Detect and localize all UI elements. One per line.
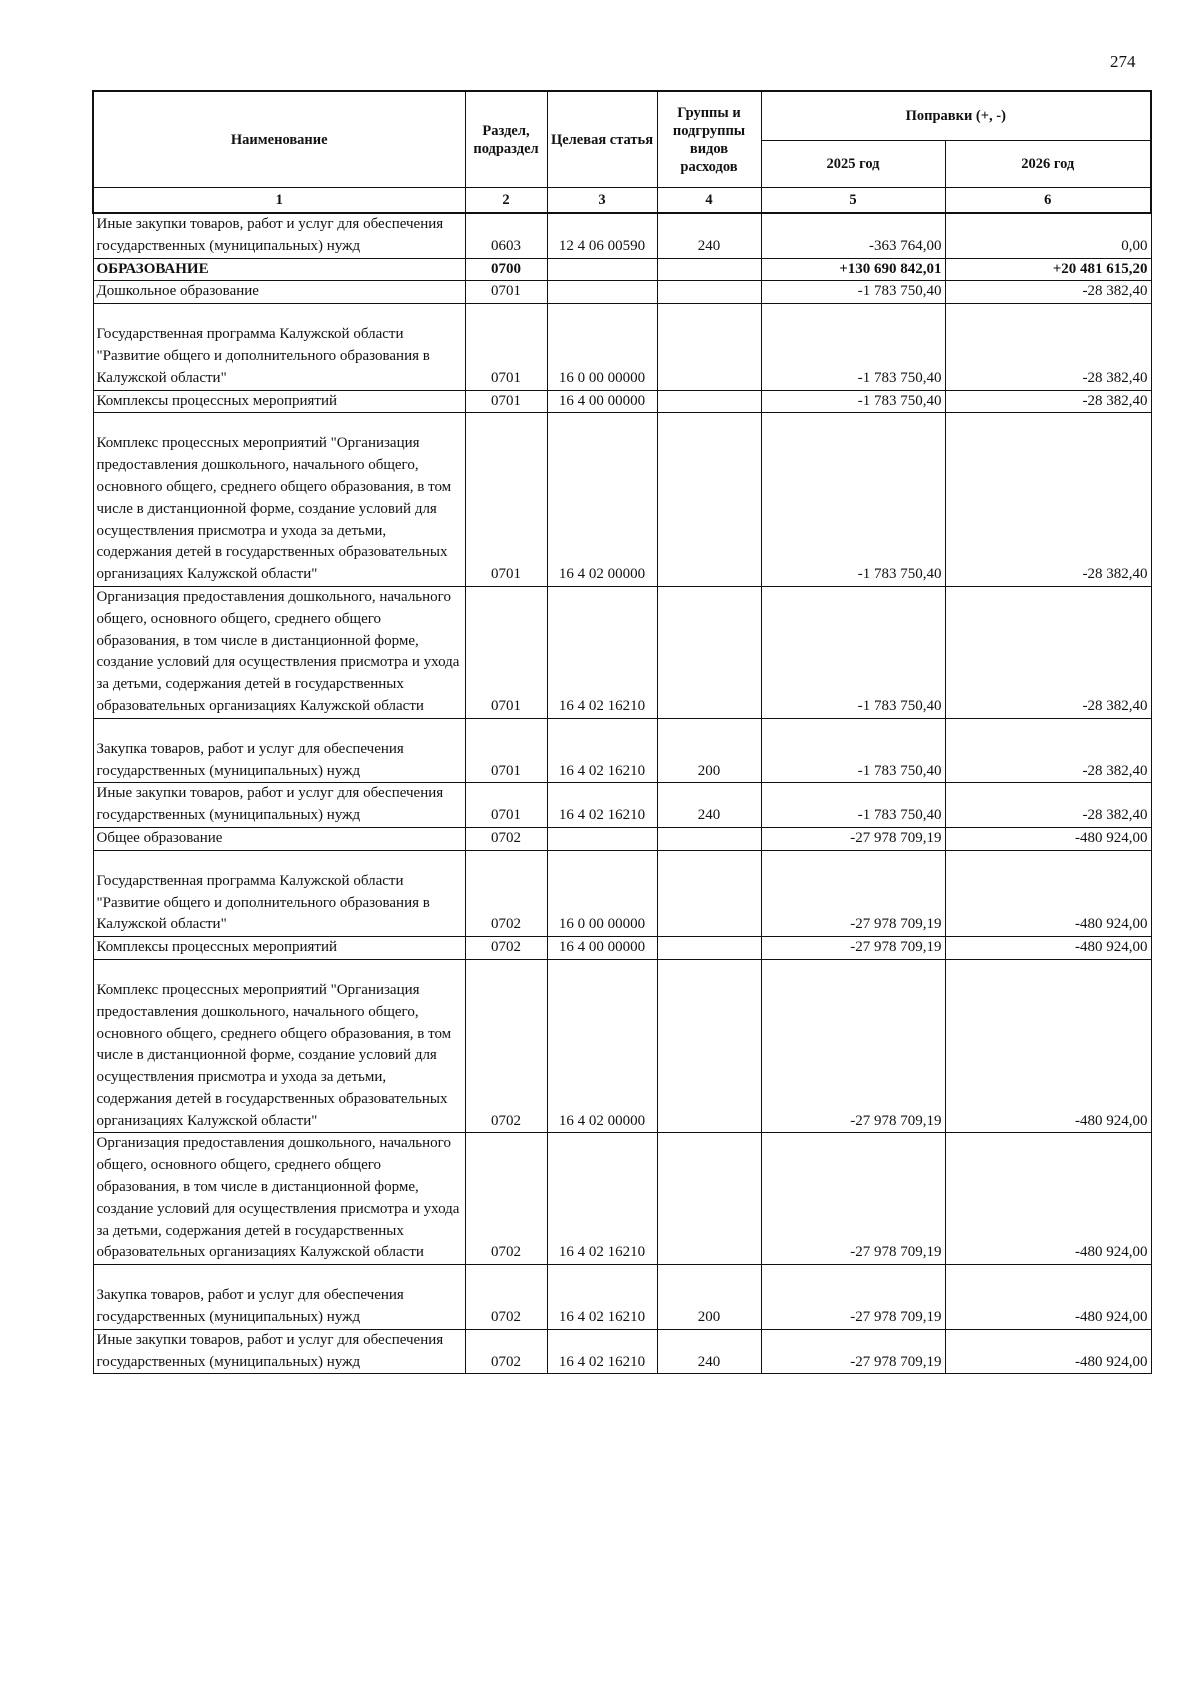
row-section: 0702: [465, 959, 547, 1133]
row-group: [657, 827, 761, 850]
row-name: Организация предоставления дошкольного, начального общего, основного общего, среднего общего образования, в том числе в дистанционной форме, создание условий для осуществления присмотра и ухода за детьми, содержания детей в государственных образовательных организациях Калужской области: [93, 1133, 465, 1265]
row-section: 0700: [465, 258, 547, 281]
col-number: 3: [547, 188, 657, 214]
row-amount-2026: -480 924,00: [945, 850, 1151, 936]
row-amount-2025: -1 783 750,40: [761, 413, 945, 587]
row-section: 0701: [465, 718, 547, 783]
row-group: 200: [657, 718, 761, 783]
row-target: 16 0 00 00000: [547, 304, 657, 390]
row-group: [657, 413, 761, 587]
row-section: 0702: [465, 1265, 547, 1330]
row-amount-2026: -480 924,00: [945, 959, 1151, 1133]
table-row: [93, 718, 1151, 783]
row-name: Государственная программа Калужской области "Развитие общего и дополнительного образования в Калужской области": [93, 850, 465, 936]
row-name: Дошкольное образование: [93, 281, 465, 304]
row-target: 16 4 02 00000: [547, 959, 657, 1133]
row-group: [657, 304, 761, 390]
row-target: 12 4 06 00590: [547, 213, 657, 258]
header-target: Целевая статья: [547, 91, 657, 188]
row-name: Иные закупки товаров, работ и услуг для обеспечения государственных (муниципальных) нужд: [93, 1329, 465, 1374]
row-amount-2025: -27 978 709,19: [761, 1329, 945, 1374]
row-amount-2026: -28 382,40: [945, 718, 1151, 783]
table-row: [93, 783, 1151, 828]
row-amount-2025: -27 978 709,19: [761, 850, 945, 936]
row-section: 0701: [465, 783, 547, 828]
row-section: 0701: [465, 281, 547, 304]
row-amount-2026: -28 382,40: [945, 413, 1151, 587]
row-name: Государственная программа Калужской области "Развитие общего и дополнительного образования в Калужской области": [93, 304, 465, 390]
table-row: [93, 1133, 1151, 1265]
row-amount-2025: -27 978 709,19: [761, 827, 945, 850]
col-number: 6: [945, 188, 1151, 214]
row-name: Иные закупки товаров, работ и услуг для обеспечения государственных (муниципальных) нужд: [93, 783, 465, 828]
table-row: [93, 213, 1151, 258]
row-name: Общее образование: [93, 827, 465, 850]
row-name: Закупка товаров, работ и услуг для обеспечения государственных (муниципальных) нужд: [93, 1265, 465, 1330]
row-amount-2026: -28 382,40: [945, 783, 1151, 828]
col-number: 4: [657, 188, 761, 214]
header-year-2026: 2026 год: [945, 141, 1151, 188]
row-amount-2025: -1 783 750,40: [761, 586, 945, 718]
row-name: Комплексы процессных мероприятий: [93, 937, 465, 960]
row-name: ОБРАЗОВАНИЕ: [93, 258, 465, 281]
row-target: 16 4 02 16210: [547, 1329, 657, 1374]
row-group: [657, 850, 761, 936]
row-group: [657, 586, 761, 718]
row-name: Закупка товаров, работ и услуг для обеспечения государственных (муниципальных) нужд: [93, 718, 465, 783]
row-amount-2026: 0,00: [945, 213, 1151, 258]
table-row: [93, 937, 1151, 960]
row-name: Организация предоставления дошкольного, начального общего, основного общего, среднего общего образования, в том числе в дистанционной форме, создание условий для осуществления присмотра и ухода за детьми, содержания детей в государственных образовательных организациях Калужской области: [93, 586, 465, 718]
row-group: [657, 1133, 761, 1265]
table-row: [93, 390, 1151, 413]
table-row: [93, 827, 1151, 850]
table-row: [93, 281, 1151, 304]
header-groups: Группы и подгруппы видов расходов: [657, 91, 761, 188]
table-row: [93, 304, 1151, 390]
col-number: 2: [465, 188, 547, 214]
row-target: 16 4 02 16210: [547, 1265, 657, 1330]
table-row: [93, 258, 1151, 281]
row-name: Комплекс процессных мероприятий "Организация предоставления дошкольного, начального общего, основного общего, среднего общего образования, в том числе в дистанционной форме, создание условий для осуществления присмотра и ухода за детьми, содержания детей в государственных образовательных организациях Калужской области": [93, 959, 465, 1133]
budget-amendments-table: [92, 90, 1152, 1374]
row-amount-2026: -28 382,40: [945, 586, 1151, 718]
header-year-2025: 2025 год: [761, 141, 945, 188]
row-amount-2026: -28 382,40: [945, 304, 1151, 390]
header-name: Наименование: [93, 91, 465, 188]
table-body: [93, 213, 1151, 1374]
row-section: 0702: [465, 1133, 547, 1265]
row-name: Иные закупки товаров, работ и услуг для обеспечения государственных (муниципальных) нужд: [93, 213, 465, 258]
row-amount-2026: -480 924,00: [945, 937, 1151, 960]
row-target: 16 4 02 16210: [547, 586, 657, 718]
row-amount-2025: -1 783 750,40: [761, 281, 945, 304]
row-group: [657, 937, 761, 960]
row-group: [657, 281, 761, 304]
row-amount-2025: -27 978 709,19: [761, 1265, 945, 1330]
row-name: Комплексы процессных мероприятий: [93, 390, 465, 413]
row-target: [547, 281, 657, 304]
row-amount-2026: +20 481 615,20: [945, 258, 1151, 281]
row-amount-2025: -27 978 709,19: [761, 959, 945, 1133]
row-target: 16 4 00 00000: [547, 390, 657, 413]
row-amount-2026: -480 924,00: [945, 1133, 1151, 1265]
page-number: 274: [1110, 52, 1136, 71]
row-section: 0701: [465, 586, 547, 718]
row-name: Комплекс процессных мероприятий "Организация предоставления дошкольного, начального общего, основного общего, среднего общего образования, в том числе в дистанционной форме, создание условий для осуществления присмотра и ухода за детьми, содержания детей в государственных образовательных организациях Калужской области": [93, 413, 465, 587]
row-section: 0603: [465, 213, 547, 258]
table-row: [93, 1265, 1151, 1330]
table-row: [93, 413, 1151, 587]
row-group: [657, 258, 761, 281]
row-amount-2026: -480 924,00: [945, 1265, 1151, 1330]
row-target: [547, 827, 657, 850]
row-section: 0702: [465, 850, 547, 936]
header-section: Раздел, подраздел: [465, 91, 547, 188]
row-target: 16 4 02 16210: [547, 718, 657, 783]
row-amount-2026: -28 382,40: [945, 281, 1151, 304]
row-amount-2025: -1 783 750,40: [761, 304, 945, 390]
row-group: 240: [657, 1329, 761, 1374]
col-number: 5: [761, 188, 945, 214]
header-amendments: Поправки (+, -): [761, 91, 1151, 141]
col-number: 1: [93, 188, 465, 214]
row-target: 16 0 00 00000: [547, 850, 657, 936]
row-amount-2026: -480 924,00: [945, 827, 1151, 850]
row-target: 16 4 02 00000: [547, 413, 657, 587]
table-row: [93, 586, 1151, 718]
row-section: 0701: [465, 304, 547, 390]
row-amount-2025: +130 690 842,01: [761, 258, 945, 281]
row-target: [547, 258, 657, 281]
table-row: [93, 959, 1151, 1133]
row-target: 16 4 00 00000: [547, 937, 657, 960]
row-amount-2025: -1 783 750,40: [761, 718, 945, 783]
row-amount-2025: -27 978 709,19: [761, 1133, 945, 1265]
row-amount-2025: -363 764,00: [761, 213, 945, 258]
row-section: 0701: [465, 413, 547, 587]
row-target: 16 4 02 16210: [547, 783, 657, 828]
row-group: [657, 390, 761, 413]
row-section: 0702: [465, 937, 547, 960]
row-amount-2025: -1 783 750,40: [761, 390, 945, 413]
row-target: 16 4 02 16210: [547, 1133, 657, 1265]
row-section: 0702: [465, 1329, 547, 1374]
row-amount-2026: -480 924,00: [945, 1329, 1151, 1374]
row-group: 240: [657, 213, 761, 258]
row-amount-2025: -27 978 709,19: [761, 937, 945, 960]
row-group: [657, 959, 761, 1133]
table-row: [93, 1329, 1151, 1374]
row-group: 240: [657, 783, 761, 828]
row-group: 200: [657, 1265, 761, 1330]
row-section: 0702: [465, 827, 547, 850]
row-amount-2026: -28 382,40: [945, 390, 1151, 413]
table-row: [93, 850, 1151, 936]
row-section: 0701: [465, 390, 547, 413]
row-amount-2025: -1 783 750,40: [761, 783, 945, 828]
